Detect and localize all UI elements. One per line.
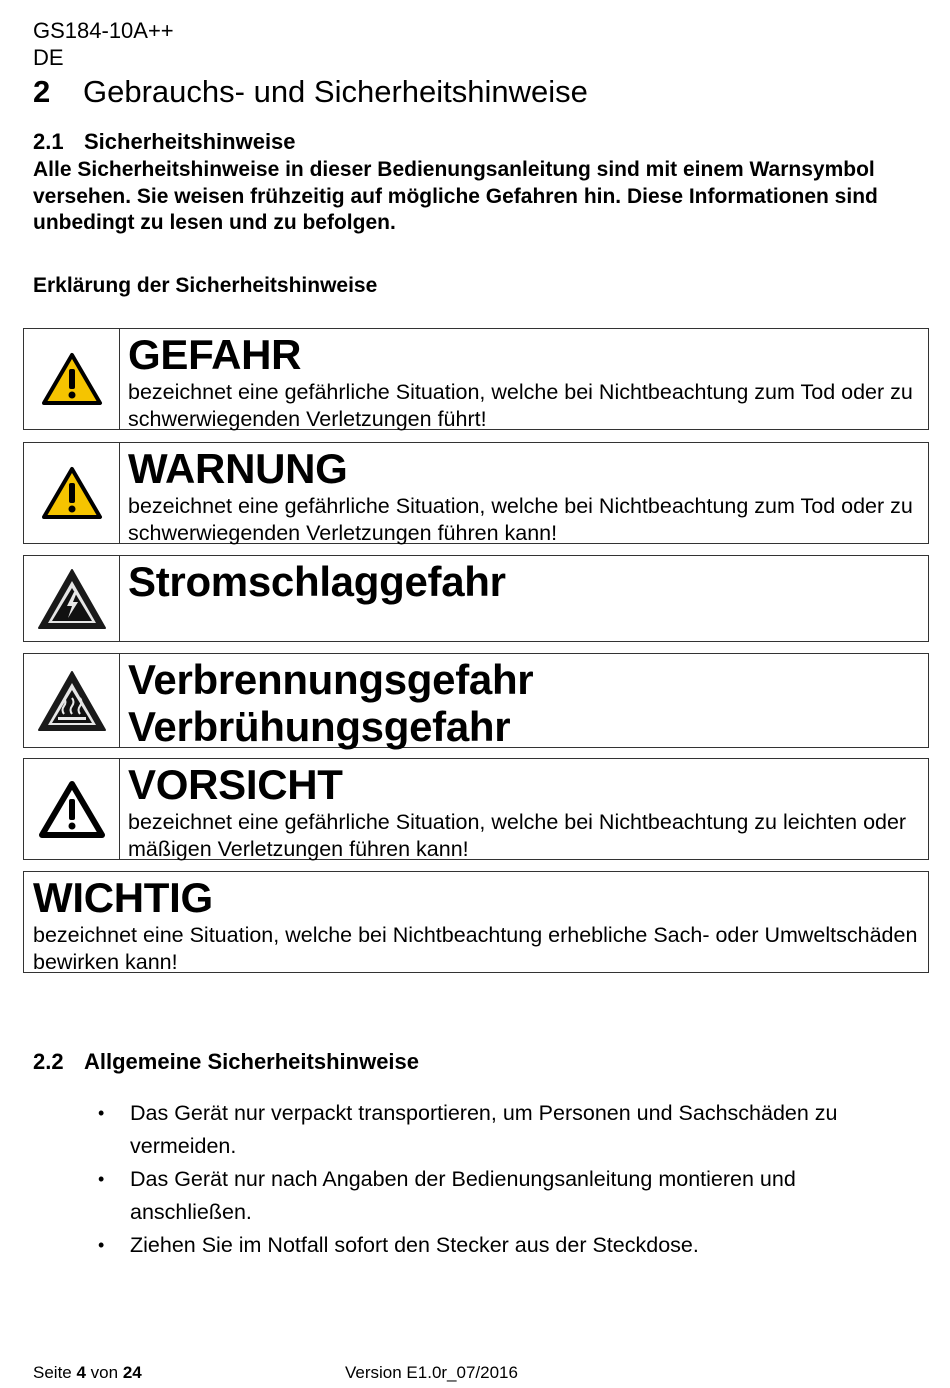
section-title: Gebrauchs- und Sicherheitshinweise: [83, 74, 588, 109]
signal-word: WICHTIG: [33, 874, 213, 921]
signal-description: bezeichnet eine gefährliche Situation, welche bei Nichtbeachtung zum Tod oder zu schwerwiegenden Verletzungen führt!: [128, 380, 913, 431]
signal-word-secondary: Verbrühungsgefahr: [128, 703, 511, 750]
page-number: Seite 4 von 24: [33, 1363, 142, 1382]
section-number: 2.1: [33, 129, 64, 154]
bullet-icon: •: [98, 1103, 105, 1123]
bullet-icon: •: [98, 1235, 105, 1255]
version-info: Version E1.0r_07/2016: [345, 1363, 518, 1382]
language-code: DE: [33, 45, 64, 70]
signal-word: WARNUNG: [128, 445, 348, 492]
signal-word: GEFAHR: [128, 331, 302, 378]
safety-intro-paragraph: Alle Sicherheitshinweise in dieser Bedienungsanleitung sind mit einem Warnsymbol versehen. Sie weisen frühzeitig auf mögliche Gefahren hin. Diese Informationen sind unbedingt zu lesen und zu befolgen.: [33, 158, 878, 234]
warning-triangle-yellow-icon: [40, 351, 104, 407]
safety-bullet-list: [98, 1097, 918, 1263]
section-2-1-heading: [33, 129, 296, 155]
signal-description: bezeichnet eine gefährliche Situation, welche bei Nichtbeachtung zum Tod oder zu schwerwiegenden Verletzungen führen kann!: [128, 494, 913, 545]
section-number: 2: [33, 74, 51, 109]
section-title: Sicherheitshinweise: [84, 129, 296, 154]
explanation-heading: Erklärung der Sicherheitshinweise: [33, 274, 378, 297]
signal-box-vorsicht: [23, 758, 929, 860]
list-item: • Das Gerät nur nach Angaben der Bedienungsanleitung montieren und anschließen.: [98, 1163, 918, 1228]
signal-box-gefahr: [23, 328, 929, 430]
signal-word: Verbrennungsgefahr: [128, 656, 534, 703]
electric-shock-icon: [37, 568, 107, 630]
signal-word: VORSICHT: [128, 761, 343, 808]
model-number: GS184-10A++: [33, 18, 174, 43]
signal-box-warnung: [23, 442, 929, 544]
section-number: 2.2: [33, 1049, 64, 1074]
caution-triangle-outline-icon: [38, 779, 106, 839]
list-item: • Das Gerät nur verpackt transportieren, um Personen und Sachschäden zu vermeiden.: [98, 1097, 918, 1162]
signal-box-verbrennung: [23, 653, 929, 748]
section-title: Allgemeine Sicherheitshinweise: [84, 1049, 420, 1074]
section-2-heading: [33, 74, 588, 110]
section-2-2-heading: [33, 1049, 419, 1075]
signal-description: bezeichnet eine Situation, welche bei Nichtbeachtung erhebliche Sach- oder Umweltschäden bewirken kann!: [33, 923, 918, 974]
warning-triangle-yellow-icon: [40, 465, 104, 521]
signal-description: bezeichnet eine gefährliche Situation, welche bei Nichtbeachtung zu leichten oder mäßigen Verletzungen führen kann!: [128, 810, 907, 861]
signal-box-stromschlag: [23, 555, 929, 642]
signal-word: Stromschlaggefahr: [128, 558, 506, 605]
hot-surface-icon: [37, 670, 107, 732]
bullet-icon: •: [98, 1169, 105, 1189]
signal-box-wichtig: [23, 871, 929, 973]
list-item: • Ziehen Sie im Notfall sofort den Stecker aus der Steckdose.: [98, 1229, 918, 1262]
